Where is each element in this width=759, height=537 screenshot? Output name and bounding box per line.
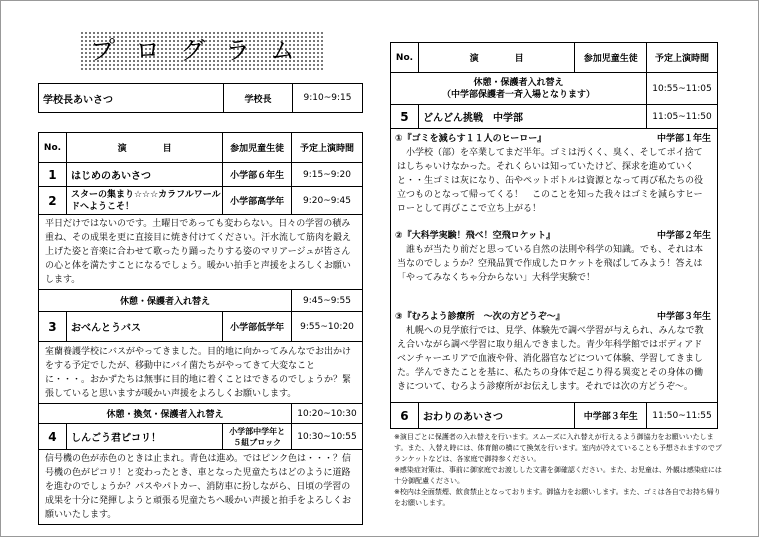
break-row-3 [391, 73, 718, 105]
left-program-table [38, 132, 363, 525]
item-name: はじめのあいさつ [66, 163, 222, 187]
header-item: 演 目 [66, 133, 222, 163]
sub-program-2-heading [391, 226, 717, 241]
greeting-title: 学校長あいさつ [39, 84, 224, 113]
item-grade: 中学部３年生 [575, 403, 647, 429]
program-row-3 [39, 312, 363, 342]
sub-program-grade: 中学部２年生 [656, 231, 711, 241]
note-2: ※感染症対策は、事前に御家庭でお渡しした文書を御確認ください。また、お児童は、外観は感染症には十分御配慮ください。 [394, 466, 722, 485]
item-name: しんごう君ピコリ！ [66, 424, 222, 450]
item-number: 2 [39, 187, 67, 215]
sub-program-list [391, 129, 718, 403]
greeting-table [38, 83, 363, 113]
sub-program-title: ①『ゴミを減らす１１人のヒーロー』 [395, 134, 547, 144]
item-name: どんどん挑戦 中学部 [418, 105, 646, 129]
break-time: 10:20~10:30 [292, 404, 363, 424]
item-description: 平日だけではないのです。土曜日であっても変わらない。日々の学習の積み重ね、その成果を更に直接目に焼き付けてください。汗水流して筋肉を鍛え上げた姿と音楽に合わせて歌ったり踊ったりする姿のマリアージュが皆さんの心と体を満たすことになるでしょう。暖かい拍手と声援をよろしくお願いします。 [39, 215, 363, 290]
break-label-main: 休憩・保護者入れ替え [473, 77, 564, 88]
item-number: 5 [391, 105, 419, 129]
sub-program-3-heading [391, 307, 717, 322]
item-time: 10:30~10:55 [292, 424, 363, 450]
program-row-4 [39, 424, 363, 450]
sub-program-title: ②『大科学実験！飛べ！空飛ロケット』 [395, 231, 556, 241]
break-time: 9:45~9:55 [292, 290, 363, 312]
item-time: 9:55~10:20 [292, 312, 363, 342]
item-grade: 小学部高学年 [223, 187, 292, 215]
item-name: おべんとうバス [66, 312, 222, 342]
item-number: 6 [391, 403, 419, 429]
header-time: 予定上演時間 [292, 133, 363, 163]
break-label: 休憩・保護者入れ替え [39, 290, 292, 312]
sub-program-1-heading [391, 129, 717, 144]
right-program-table [390, 42, 718, 429]
header-no: No. [391, 43, 419, 73]
item-name: スターの集まり☆☆☆カラフルワールドへようこそ！ [66, 187, 222, 215]
item-number: 3 [39, 312, 67, 342]
break-time: 10:55~11:05 [647, 73, 718, 105]
page-title: プログラム [80, 31, 325, 71]
item-description: 室蘭養護学校にバスがやってきました。目的地に向かってみんなでお出かけをする予定でしたが、移動中にバイ菌たちがやってきて大変なことに・・・。おかずたちは無事に目的地に着くことはできるのでしょうか？緊張していると思いますが暖かい声援をよろしくお願いします。 [39, 342, 363, 404]
sub-program-grade: 中学部３年生 [656, 312, 711, 322]
item-description: 信号機の色が赤色のときは止まれ。青色は進め。ではピンク色は・・・？信号機の色がピコリ！と変わったとき、車となった児童たちはどのように道路を進むのでしょうか？パスやパトカー、消防車に扮しながら、日頃の学習の成果を十分に発揮しようと頑張る児童たちへ暖かい声援と拍手をよろしくお願いいたします。 [39, 450, 363, 525]
sub-program-grade: 中学部１年生 [656, 134, 711, 144]
break-label-sub: （中学部保護者一斉入場となります） [442, 89, 596, 100]
header-grade: 参加児童生徒 [223, 133, 292, 163]
header-time: 予定上演時間 [647, 43, 718, 73]
item-time: 9:15~9:20 [292, 163, 363, 187]
item-name: おわりのあいさつ [418, 403, 574, 429]
greeting-speaker: 学校長 [224, 84, 293, 113]
break-label: 休憩・換気・保護者入れ替え [39, 404, 292, 424]
notes [394, 432, 722, 509]
greeting-time: 9:10~9:15 [293, 84, 363, 113]
sub-program-description: 誰もが当たり前だと思っている自然の法則や科学の知識。でも、それは本当なのでしょうか？空飛品質で作成したロケットを飛ばしてみよう！答えは「やってみなくちゃ分からない」大科学実験で！ [397, 245, 704, 283]
item-time: 11:05~11:50 [647, 105, 718, 129]
program-row-1 [39, 163, 363, 187]
note-3: ※校内は全面禁煙、飲食禁止となっております。御協力をお願いします。また、ゴミは各自でお持ち帰りをお願いします。 [394, 488, 721, 507]
item-time: 11:50~11:55 [647, 403, 718, 429]
sub-program-description: 札幌への見学旅行では、見学、体験先で調べ学習が与えられ、みんなで教え合いながら調べ学習に取り組んできました。青少年科学館ではボディアドベンチャーエリアで血液や骨、消化器官などについて体験、学習してきました。学んできたことを基に、私たちの身体で起こり得る異変とその身体の働きについて、むろよう診療所がお伝えします。それでは次の方どうぞ～。 [397, 326, 704, 392]
program-row-2 [39, 187, 363, 215]
break-row-2 [39, 404, 363, 424]
sub-program-description: 小学校（部）を卒業してまだ半年。ゴミは汚くく、臭く、そしてポイ捨てはしちゃいけなかった。それくらいは知っていたけど、探求を進めていくと・・生ゴミは灰になり、缶やペットボトルは資源となって再び私たちの役立つものとなって帰ってくる！ このことを知った我々はゴミを減らすヒーローとして再びここで立ち上がる！ [397, 148, 704, 214]
item-grade: 小学部低学年 [223, 312, 292, 342]
break-row-1 [39, 290, 363, 312]
item-number: 1 [39, 163, 67, 187]
break-label [391, 73, 647, 105]
sub-program-title: ③『むろよう診療所 ～次の方どうぞ～』 [395, 312, 565, 322]
header-grade: 参加児童生徒 [575, 43, 647, 73]
header-item: 演 目 [418, 43, 574, 73]
program-row-5 [391, 105, 718, 129]
item-number: 4 [39, 424, 67, 450]
program-row-6 [391, 403, 718, 429]
item-grade: 小学部６年生 [223, 163, 292, 187]
item-time: 9:20~9:45 [292, 187, 363, 215]
header-no: No. [39, 133, 67, 163]
note-1: ※演目ごとに保護者の入れ替えを行います。スムーズに入れ替えが行えるよう御協力をお願いいたします。また、入替え時には、体育館の横にて換気を行います。室内が冷えていることも予想されますのでブランケットなどは、各家庭で御持参ください。 [394, 433, 722, 463]
item-grade: 小学部中学年と ５組ブロック [223, 424, 292, 450]
